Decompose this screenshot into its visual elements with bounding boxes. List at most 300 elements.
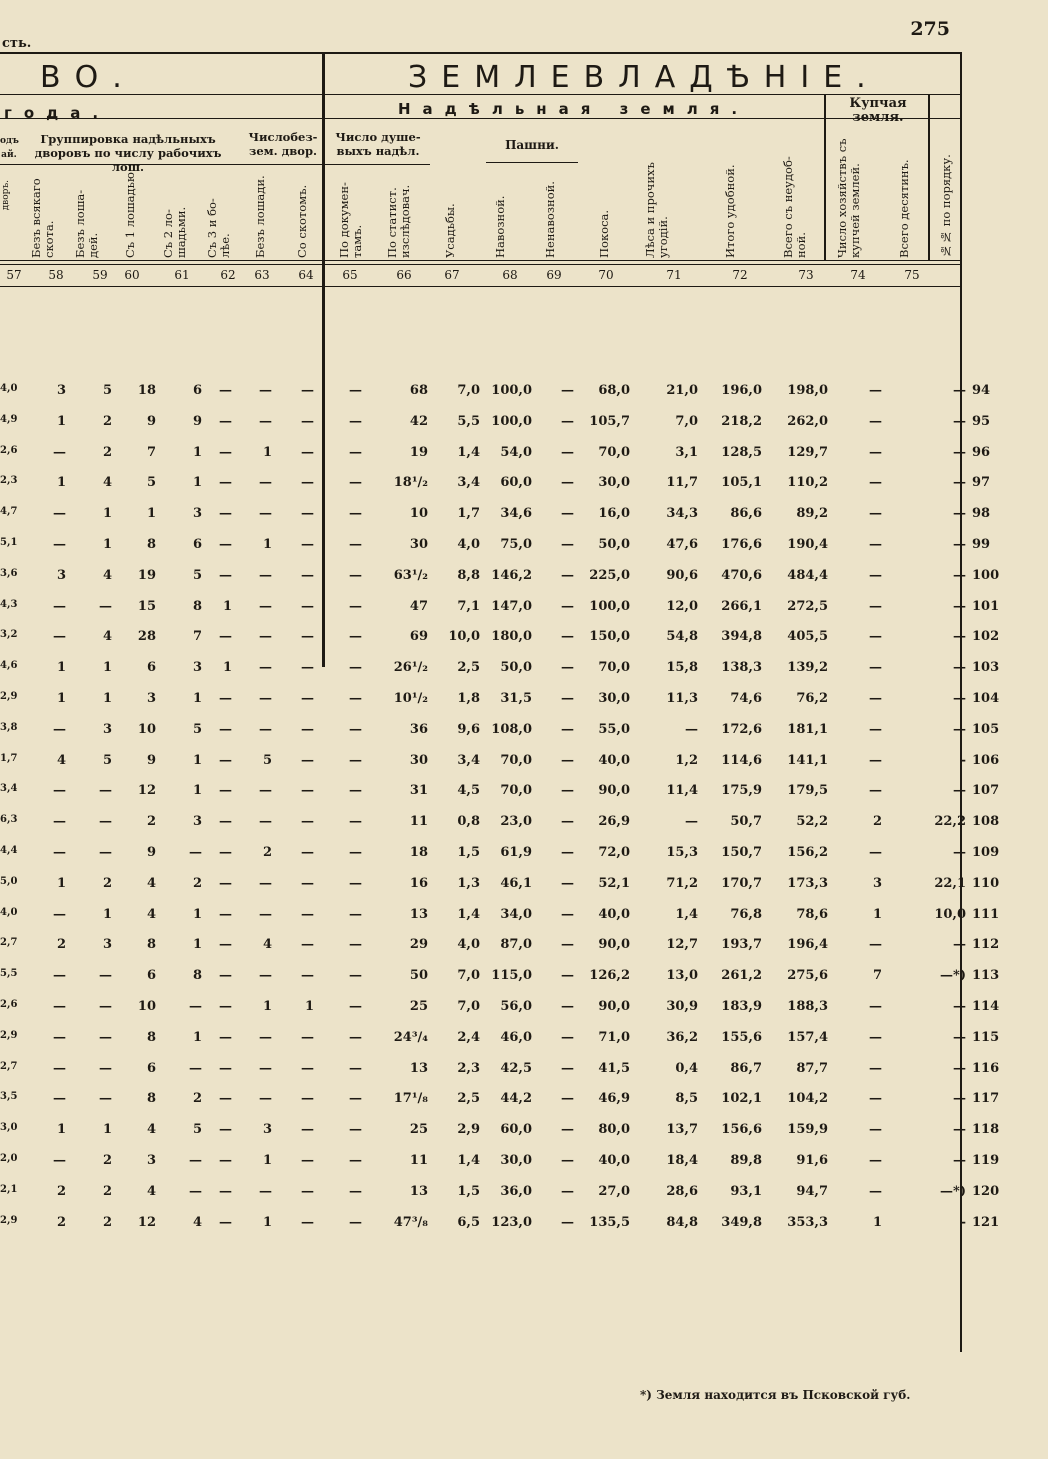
table-row [0, 814, 1000, 844]
table-cell: 56,0 [500, 999, 532, 1014]
table-cell: 1 [56, 660, 66, 676]
table-cell: — [301, 1122, 314, 1138]
table-cell: 2,9 [0, 1214, 18, 1226]
table-cell: — [301, 1029, 314, 1045]
table-cell: 61,9 [500, 845, 532, 860]
table-cell: — [561, 1183, 574, 1199]
table-cell: 4,0 [457, 937, 480, 953]
table-cell: 96 [972, 444, 991, 460]
table-cell: 180,0 [491, 629, 532, 645]
table-cell: — [561, 783, 574, 799]
table-cell: 129,7 [787, 444, 828, 460]
table-cell: — [869, 1029, 882, 1045]
table-cell: 6,5 [457, 1214, 480, 1230]
table-cell: 9 [146, 413, 156, 429]
table-cell: 75,0 [500, 537, 532, 552]
table-cell: 6 [146, 1060, 156, 1076]
goda-header: года. [4, 104, 111, 122]
table-cell: 70,0 [500, 783, 532, 799]
column-number: 68 [502, 268, 518, 282]
table-cell: 1 [102, 1122, 112, 1138]
table-cell: 46,9 [598, 1091, 630, 1107]
table-cell: 126,2 [589, 968, 630, 984]
table-cell: 52,2 [796, 814, 828, 830]
table-cell: — [259, 660, 272, 676]
table-cell: — [349, 1091, 362, 1107]
table-cell: 10¹/₂ [393, 691, 428, 706]
table-cell: — [349, 814, 362, 830]
table-cell: — [561, 660, 574, 676]
table-cell: 89,2 [796, 506, 828, 522]
table-row [0, 999, 1000, 1029]
top-rule [0, 52, 962, 54]
table-cell: 3 [192, 660, 202, 676]
table-cell: 4 [192, 1214, 202, 1230]
table-row [0, 1091, 1000, 1121]
table-cell: 108,0 [491, 721, 532, 737]
table-cell: 100,0 [491, 413, 532, 429]
table-row [0, 413, 991, 444]
table-cell: 7,0 [675, 413, 698, 429]
table-cell: — [219, 752, 232, 768]
table-cell: — [301, 506, 314, 522]
column-number: 63 [254, 268, 270, 282]
table-row [0, 752, 1000, 783]
table-cell: 193,7 [721, 937, 762, 953]
table-cell: — [953, 1153, 966, 1168]
table-cell: 225,0 [589, 567, 630, 583]
table-cell: 7 [146, 444, 156, 460]
table-cell: 30,9 [666, 999, 698, 1014]
table-cell: — [301, 1060, 314, 1076]
table-cell: 2,4 [457, 1029, 480, 1045]
table-cell: — [953, 383, 966, 398]
table-cell: — [219, 1060, 232, 1076]
table-cell: — [349, 660, 362, 676]
column-number: 74 [850, 268, 866, 282]
table-cell: — [561, 629, 574, 645]
table-cell: 1 [56, 475, 66, 491]
table-cell: — [259, 1183, 272, 1199]
table-cell: 1 [56, 691, 66, 706]
table-cell: 54,8 [666, 629, 698, 645]
table-cell: 86,7 [730, 1060, 762, 1076]
table-cell: 1 [192, 906, 202, 922]
table-cell: 266,1 [721, 598, 762, 614]
column-number: 72 [732, 268, 748, 282]
table-cell: — [99, 598, 112, 614]
table-cell: — [561, 814, 574, 830]
table-cell: 4,7 [0, 506, 18, 518]
table-cell: — [349, 999, 362, 1014]
title-left: ВО. [40, 60, 136, 95]
table-cell: — [349, 413, 362, 429]
bezzem-header: Числобеззем. двор. [248, 130, 318, 158]
title-right: ЗЕМЛЕВЛАДѢНІЕ. [408, 60, 880, 95]
table-cell: — [301, 629, 314, 645]
table-cell: 99 [972, 537, 991, 552]
table-cell: — [953, 629, 966, 645]
table-cell: 1 [262, 537, 272, 552]
table-cell: 4 [56, 752, 66, 768]
table-cell: 15,8 [666, 660, 698, 676]
table-cell: 1 [192, 475, 202, 491]
table-cell: 2,5 [457, 1091, 480, 1107]
table-cell: 2 [192, 1091, 202, 1107]
table-cell: — [301, 567, 314, 583]
table-cell: 8 [146, 537, 156, 552]
table-cell: 63¹/₂ [393, 567, 428, 583]
table-cell: 18 [137, 383, 156, 398]
table-cell: 1 [56, 875, 66, 891]
table-cell: — [301, 752, 314, 768]
table-cell: 2,6 [0, 444, 18, 456]
table-cell: — [869, 660, 882, 676]
table-cell: 2,7 [0, 1060, 18, 1072]
table-cell: 6 [146, 968, 156, 984]
table-cell: 36,2 [666, 1029, 698, 1045]
table-cell: 29 [409, 937, 428, 953]
table-cell: — [561, 475, 574, 491]
table-cell: 0,4 [675, 1060, 698, 1076]
table-cell: — [953, 660, 966, 676]
table-cell: 1,5 [457, 845, 480, 860]
table-row [0, 660, 1000, 690]
table-cell: — [189, 999, 202, 1014]
table-cell: 4,0 [457, 537, 480, 552]
table-cell: 120 [972, 1183, 1000, 1199]
table-cell: 9 [146, 752, 156, 768]
table-cell: 114 [972, 999, 1000, 1014]
table-row [0, 475, 991, 505]
table-cell: 1,4 [675, 906, 698, 922]
table-cell: 106 [972, 752, 1000, 768]
table-cell: 71,0 [598, 1029, 630, 1045]
table-cell: 2 [56, 1214, 66, 1230]
footnote: *) Земля находится въ Псковской губ. [640, 1388, 911, 1402]
table-cell: — [561, 506, 574, 522]
table-cell: — [259, 567, 272, 583]
table-cell: 90,6 [666, 567, 698, 583]
table-cell: 16 [409, 875, 428, 891]
table-cell: 101 [972, 598, 1000, 614]
table-cell: 1,2 [675, 752, 698, 768]
table-cell: 55,0 [598, 721, 630, 737]
table-cell: — [301, 660, 314, 676]
table-cell: — [301, 598, 314, 614]
column-number: 73 [798, 268, 814, 282]
table-cell: — [561, 598, 574, 614]
table-row [0, 567, 1000, 598]
table-cell: 1 [192, 1029, 202, 1045]
table-cell: — [349, 629, 362, 645]
table-cell: 1 [102, 906, 112, 922]
table-cell: 11 [409, 814, 428, 830]
table-cell: 15,3 [666, 845, 698, 860]
table-cell: 3,2 [0, 629, 18, 641]
table-cell: — [561, 968, 574, 984]
table-cell: — [301, 1153, 314, 1168]
table-cell: 1 [192, 691, 202, 706]
table-row [0, 444, 991, 475]
table-cell: 4 [146, 1183, 156, 1199]
dvor-header: дворъ. [1, 180, 11, 211]
table-cell: 156,2 [787, 845, 828, 860]
table-cell: — [301, 475, 314, 491]
table-cell: 104 [972, 691, 1000, 706]
table-cell: — [349, 1029, 362, 1045]
table-cell: 102 [972, 629, 1000, 645]
table-cell: 89,8 [730, 1153, 762, 1168]
table-cell: 74,6 [730, 691, 762, 706]
table-cell: 28 [137, 629, 156, 645]
table-cell: — [561, 1214, 574, 1230]
table-cell: 3,4 [457, 475, 480, 491]
table-cell: 2 [262, 845, 272, 860]
table-cell: — [99, 999, 112, 1014]
table-cell: 12,7 [666, 937, 698, 953]
table-cell: — [301, 537, 314, 552]
table-cell: — [561, 1060, 574, 1076]
table-cell: 13 [409, 1060, 428, 1076]
table-cell: 2,9 [0, 691, 18, 702]
table-cell: 93,1 [730, 1183, 762, 1199]
table-cell: 13,7 [666, 1122, 698, 1138]
table-cell: 15 [137, 598, 156, 614]
table-cell: 1 [102, 691, 112, 706]
table-cell: — [53, 444, 66, 460]
table-row [0, 1183, 1000, 1214]
table-cell: 2,6 [0, 999, 18, 1010]
table-cell: 94,7 [796, 1183, 828, 1199]
table-cell: 8,5 [675, 1091, 698, 1107]
table-cell: — [349, 968, 362, 984]
col-62-header: Безъ лошади. [253, 175, 267, 258]
table-cell: 13 [409, 1183, 428, 1199]
table-cell: 104,2 [787, 1091, 828, 1107]
table-cell: 1 [146, 506, 156, 522]
table-cell: 1 [192, 444, 202, 460]
table-cell: 102,1 [721, 1091, 762, 1107]
table-cell: 139,2 [787, 660, 828, 676]
table-cell: — [53, 814, 66, 830]
table-cell: — [953, 506, 966, 522]
table-cell: 1,4 [457, 1153, 480, 1168]
table-cell: 71,2 [666, 875, 698, 891]
table-cell: — [219, 721, 232, 737]
column-number: 58 [48, 268, 64, 282]
table-cell: — [561, 937, 574, 953]
table-cell: — [953, 783, 966, 799]
col-71-header: Итого удобной. [723, 164, 737, 258]
table-cell: 18 [409, 845, 428, 860]
table-cell: — [301, 937, 314, 953]
table-cell: 34,3 [666, 506, 698, 522]
table-cell: — [99, 1091, 112, 1107]
table-cell: —*) [940, 968, 966, 984]
table-cell: — [301, 444, 314, 460]
table-cell: — [869, 567, 882, 583]
table-cell: 52,1 [598, 875, 630, 891]
table-cell: 156,6 [721, 1122, 762, 1138]
table-cell: 6 [192, 537, 202, 552]
table-cell: 8 [192, 598, 202, 614]
table-cell: — [953, 598, 966, 614]
table-cell: — [301, 1091, 314, 1107]
table-cell: 103 [972, 660, 1000, 676]
table-cell: 3,5 [0, 1091, 18, 1103]
table-cell: 12 [137, 783, 156, 799]
table-cell: — [259, 383, 272, 398]
table-cell: — [349, 1153, 362, 1168]
table-cell: — [349, 567, 362, 583]
col-59-header: Съ 1 лошадью [123, 172, 137, 258]
table-row [0, 383, 991, 413]
table-cell: 4 [262, 937, 272, 953]
table-cell: 146,2 [491, 567, 532, 583]
table-cell: 113 [972, 968, 1000, 984]
col-64-header: По докумен- тамъ. [337, 182, 364, 258]
pashni-rule [486, 162, 578, 163]
table-cell: 11 [409, 1153, 428, 1168]
table-cell: 22,1 [934, 875, 966, 891]
table-cell: 44,2 [500, 1091, 532, 1107]
table-cell: — [259, 1091, 272, 1107]
table-cell: — [219, 506, 232, 522]
table-cell: 78,6 [796, 906, 828, 922]
table-cell: — [349, 1122, 362, 1138]
column-number: 62 [220, 268, 236, 282]
table-cell: — [53, 598, 66, 614]
table-cell: 119 [972, 1153, 1000, 1168]
table-cell: 31,5 [500, 691, 532, 706]
table-cell: — [869, 752, 882, 768]
column-number: 61 [174, 268, 190, 282]
table-row [0, 537, 991, 567]
table-cell: 90,0 [598, 783, 630, 799]
table-cell: — [349, 783, 362, 799]
table-cell: 7 [192, 629, 202, 645]
table-cell: — [953, 1091, 966, 1107]
table-cell: 100 [972, 567, 1000, 583]
table-cell: 10,0 [934, 906, 966, 922]
table-cell: — [219, 875, 232, 891]
table-cell: — [561, 413, 574, 429]
table-cell: 1 [192, 752, 202, 768]
table-cell: — [53, 968, 66, 984]
table-cell: — [349, 444, 362, 460]
table-cell: — [349, 383, 362, 398]
table-cell: 349,8 [721, 1214, 762, 1230]
table-cell: 1,4 [457, 906, 480, 922]
table-cell: — [259, 814, 272, 830]
col-73-header: Число хозяйствъ съ купчей землей. [835, 138, 862, 258]
table-cell: — [219, 691, 232, 706]
table-cell: 1 [262, 1214, 272, 1230]
col-66-header: Усадьбы. [443, 203, 457, 258]
table-cell: 60,0 [500, 1122, 532, 1138]
table-cell: 2 [102, 413, 112, 429]
table-cell: 3,1 [675, 444, 698, 460]
table-cell: 21,0 [666, 383, 698, 398]
table-cell: 60,0 [500, 475, 532, 491]
table-cell: — [259, 721, 272, 737]
table-cell: 4,0 [0, 906, 18, 918]
table-cell: — [219, 906, 232, 922]
table-cell: 47,6 [666, 537, 698, 552]
table-cell: 72,0 [598, 845, 630, 860]
table-cell: 40,0 [598, 1153, 630, 1168]
table-cell: 2,7 [0, 937, 18, 949]
table-cell: 80,0 [598, 1122, 630, 1138]
table-cell: — [349, 537, 362, 552]
table-cell: 8,8 [457, 567, 480, 583]
table-cell: 262,0 [787, 413, 828, 429]
table-cell: 28,6 [666, 1183, 698, 1199]
table-cell: 7,0 [457, 968, 480, 984]
table-cell: 47³/₈ [393, 1214, 428, 1230]
table-cell: 31 [409, 783, 428, 799]
table-cell: 196,4 [787, 937, 828, 953]
table-cell: 175,9 [721, 783, 762, 799]
table-cell: 18,4 [666, 1153, 698, 1168]
table-cell: — [53, 1153, 66, 1168]
column-number: 60 [124, 268, 140, 282]
table-cell: — [349, 475, 362, 491]
table-cell: 1 [872, 1214, 882, 1230]
table-cell: 7,0 [457, 383, 480, 398]
table-cell: — [869, 1153, 882, 1168]
table-cell: 218,2 [721, 413, 762, 429]
table-cell: — [561, 1029, 574, 1045]
table-cell: 4,5 [457, 783, 480, 799]
table-cell: — [259, 1060, 272, 1076]
table-cell: 5,5 [0, 968, 18, 980]
column-number: 70 [598, 268, 614, 282]
table-cell: 10 [137, 721, 156, 737]
table-cell: — [259, 506, 272, 522]
table-cell: — [561, 906, 574, 922]
table-cell: 25 [409, 999, 428, 1014]
table-cell: — [219, 629, 232, 645]
col-61-header: Съ 3 и бо- лѣе. [205, 198, 232, 258]
table-cell: 2 [872, 814, 882, 830]
col-75-header: №№ по порядку. [939, 154, 953, 258]
table-cell: 1,4 [457, 444, 480, 460]
table-cell: — [869, 383, 882, 398]
table-cell: 173,3 [787, 875, 828, 891]
table-cell: 76,8 [730, 906, 762, 922]
table-cell: — [99, 783, 112, 799]
table-cell: — [301, 845, 314, 860]
table-cell: — [53, 1029, 66, 1045]
table-row [0, 1060, 1000, 1091]
column-number: 67 [444, 268, 460, 282]
table-cell: — [561, 721, 574, 737]
table-cell: 26,9 [598, 814, 630, 830]
table-cell: 5 [192, 721, 202, 737]
table-cell: — [99, 968, 112, 984]
table-row [0, 1153, 1000, 1183]
column-number: 69 [546, 268, 562, 282]
table-cell: 5,5 [457, 413, 480, 429]
table-cell: 5 [192, 567, 202, 583]
table-cell: 353,3 [787, 1214, 828, 1230]
table-cell: 76,2 [796, 691, 828, 706]
table-cell: 16,0 [598, 506, 630, 522]
table-cell: — [259, 691, 272, 706]
table-cell: 1 [56, 413, 66, 429]
